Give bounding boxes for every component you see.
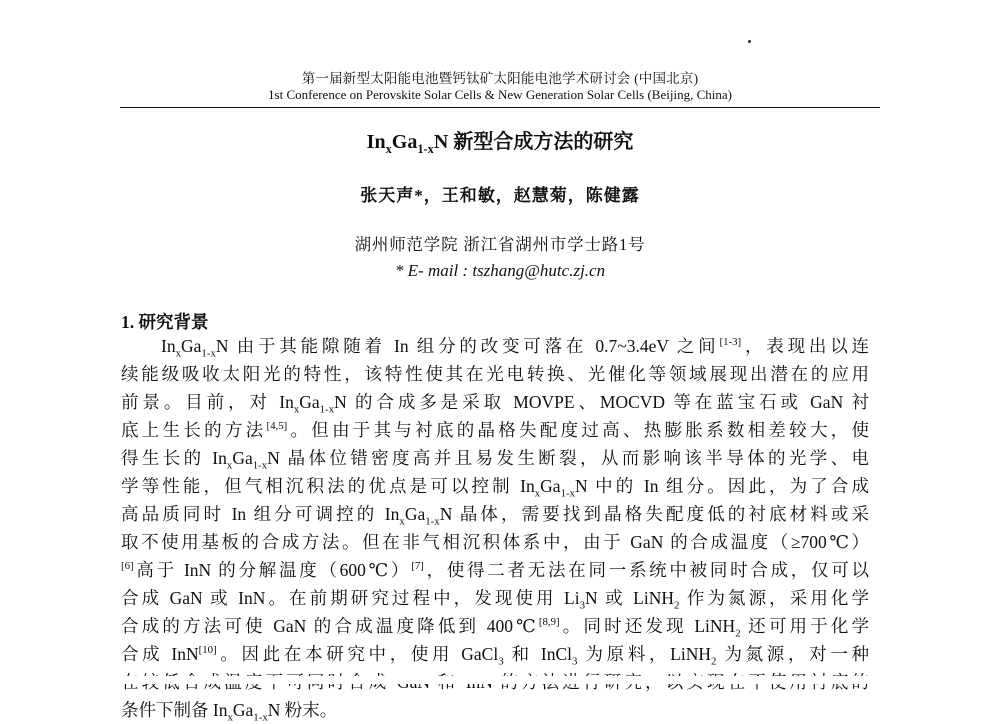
body-line: 高品质同时 In 组分可调控的 $In_xGa_{1-x}N$ 晶体，需要找到晶格失配度低的衬底材料或采 (121, 504, 869, 528)
section-heading: 1. 研究背景 (121, 312, 209, 332)
section-body (121, 332, 869, 724)
title-in: In (366, 131, 386, 153)
body-line: 得生长的 $In_xGa_{1-x}N$ 晶体位错密度高并且易发生断裂，从而影响该半导体的光学、电 (121, 448, 870, 472)
body-line: 合成的方法可使 GaN 的合成温度降低到 400℃[8,9]。同时还发现 LiNH$_2$ 还可用于化学 (121, 616, 870, 640)
conference-title-en: 1st Conference on Perovskite Solar Cells & New Generation Solar Cells (Beijing, China) (268, 87, 732, 102)
body-line: 条件下制备 $In_xGa_{1-x}N$ 粉末。 (121, 700, 338, 724)
body-line: 合成 InN[10]。因此在本研究中，使用 GaCl$_3$ 和 InCl$_3$ 为原料，LiNH$_2$ 为氮源，对一种 (121, 644, 869, 668)
title-sub-x: x (385, 142, 392, 156)
contact-email: * E- mail : tszhang@hutc.zj.cn (394, 261, 606, 280)
conference-header (120, 70, 880, 103)
affiliation: 湖州师范学院 浙江省湖州市学士路1号 (354, 235, 646, 254)
title-sub-1x: 1-x (417, 142, 434, 156)
body-line: 底上生长的方法[4,5]。但由于其与衬底的晶格失配度过高、热膨胀系数相差较大，使 (121, 420, 870, 440)
body-line: 前景。目前，对 $In_xGa_{1-x}N$ 的合成多是采取 MOVPE、MOCVD 等在蓝宝石或 GaN 衬 (121, 392, 870, 416)
page-crop-edge (0, 676, 1000, 684)
conference-title-cn: 第一届新型太阳能电池暨钙钛矿太阳能电池学术研讨会 (中国北京) (301, 71, 699, 86)
body-line: $In_xGa_{1-x}N$ 由于其能隙随着 In 组分的改变可落在 0.7~3.4eV 之间[1-3]，表现出以连 (161, 336, 869, 360)
scan-artifact-dot (748, 40, 751, 43)
body-line: 学等性能，但气相沉积法的优点是可以控制 $In_xGa_{1-x}N$ 中的 In 组分。因此，为了合成 (121, 476, 869, 500)
title-rest: N 新型合成方法的研究 (433, 131, 634, 153)
body-line: 取不使用基板的合成方法。但在非气相沉积体系中，由于 GaN 的合成温度（≥700℃） (121, 532, 869, 552)
header-divider (120, 107, 880, 108)
body-line: 合成 GaN 或 InN。在前期研究过程中，发现使用 $Li_3N$ 或 LiNH$_2$ 作为氮源，采用化学 (121, 588, 870, 612)
body-line: [6]高于 InN 的分解温度（600℃）[7]，使得二者无法在同一系统中被同时合成，仅可以 (121, 560, 870, 580)
author-list: 张天声*，王和敏，赵慧菊，陈健露 (360, 186, 640, 205)
paper-title (120, 129, 880, 155)
body-line: 续能级吸收太阳光的特性，该特性使其在光电转换、光催化等领域展现出潜在的应用 (121, 364, 869, 384)
title-ga: Ga (391, 131, 418, 153)
